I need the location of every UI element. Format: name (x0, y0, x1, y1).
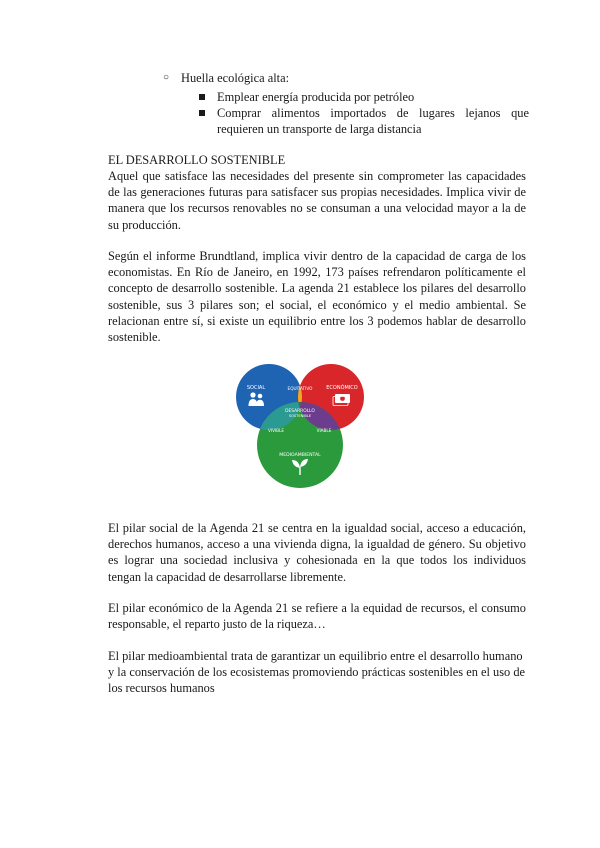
list-item-text: Huella ecológica alta: (181, 71, 290, 85)
social-label: SOCIAL (246, 385, 266, 391)
environmental-label: MEDIOAMBIENTAL (279, 453, 321, 458)
circle-bullet-icon: ○ (163, 72, 170, 83)
center-label-line1: DESARROLLO (285, 409, 315, 414)
equitable-label: EQUITATIVO (287, 386, 313, 391)
section-heading: EL DESARROLLO SOSTENIBLE (108, 153, 286, 167)
center-label-line2: SOSTENIBLE (288, 414, 312, 418)
paragraph-economic-pillar: El pilar económico de la Agenda 21 se refiere a la equidad de recursos, el consumo responsable, el reparto justo de la riqueza… (108, 601, 526, 632)
paragraph-definition: Aquel que satisface las necesidades del presente sin comprometer las capacidades de las generaciones futuras para satisfacer sus propias necesidades. Implica vivir de manera que los recursos renovables no se consuman a una velocidad mayor a la de su producción. (108, 169, 526, 232)
livable-label: VIVIBLE (267, 428, 285, 433)
sub-list-item-text: Comprar alimentos importados de lugares lejanos que requieren un transporte de larga distancia (217, 106, 529, 137)
sustainability-venn-diagram (232, 354, 368, 490)
paragraph-environmental-pillar: El pilar medioambiental trata de garantizar un equilibrio entre el desarrollo humano y la conservación de los ecosistemas promoviendo prácticas sostenibles en el uso de los recursos humanos (108, 649, 526, 696)
square-bullet-icon (199, 94, 205, 100)
economic-label: ECONÓMICO (326, 385, 358, 391)
sub-list-item-text: Emplear energía producida por petróleo (217, 90, 415, 104)
paragraph-social-pillar: El pilar social de la Agenda 21 se centra en la igualdad social, acceso a educación, derechos humanos, acceso a una vivienda digna, la igualdad de género. Su objetivo es lograr una sociedad inclusiva y cohesionada en la que todos los individuos tengan la capacidad de desarrollarse libremente. (108, 521, 526, 584)
paragraph-brundtland: Según el informe Brundtland, implica vivir dentro de la capacidad de carga de los economistas. En Río de Janeiro, en 1992, 173 países refrendaron políticamente el concepto de desarrollo sostenible. La agenda 21 establece los pilares del desarrollo sostenible, sus 3 pilares son; el social, el económico y el medio ambiental. Se relacionan entre sí, si existe un equilibrio entre los 3 podemos hablar de desarrollo sostenible. (108, 249, 526, 345)
viable-label: VIABLE (316, 428, 332, 433)
square-bullet-icon (199, 110, 205, 116)
